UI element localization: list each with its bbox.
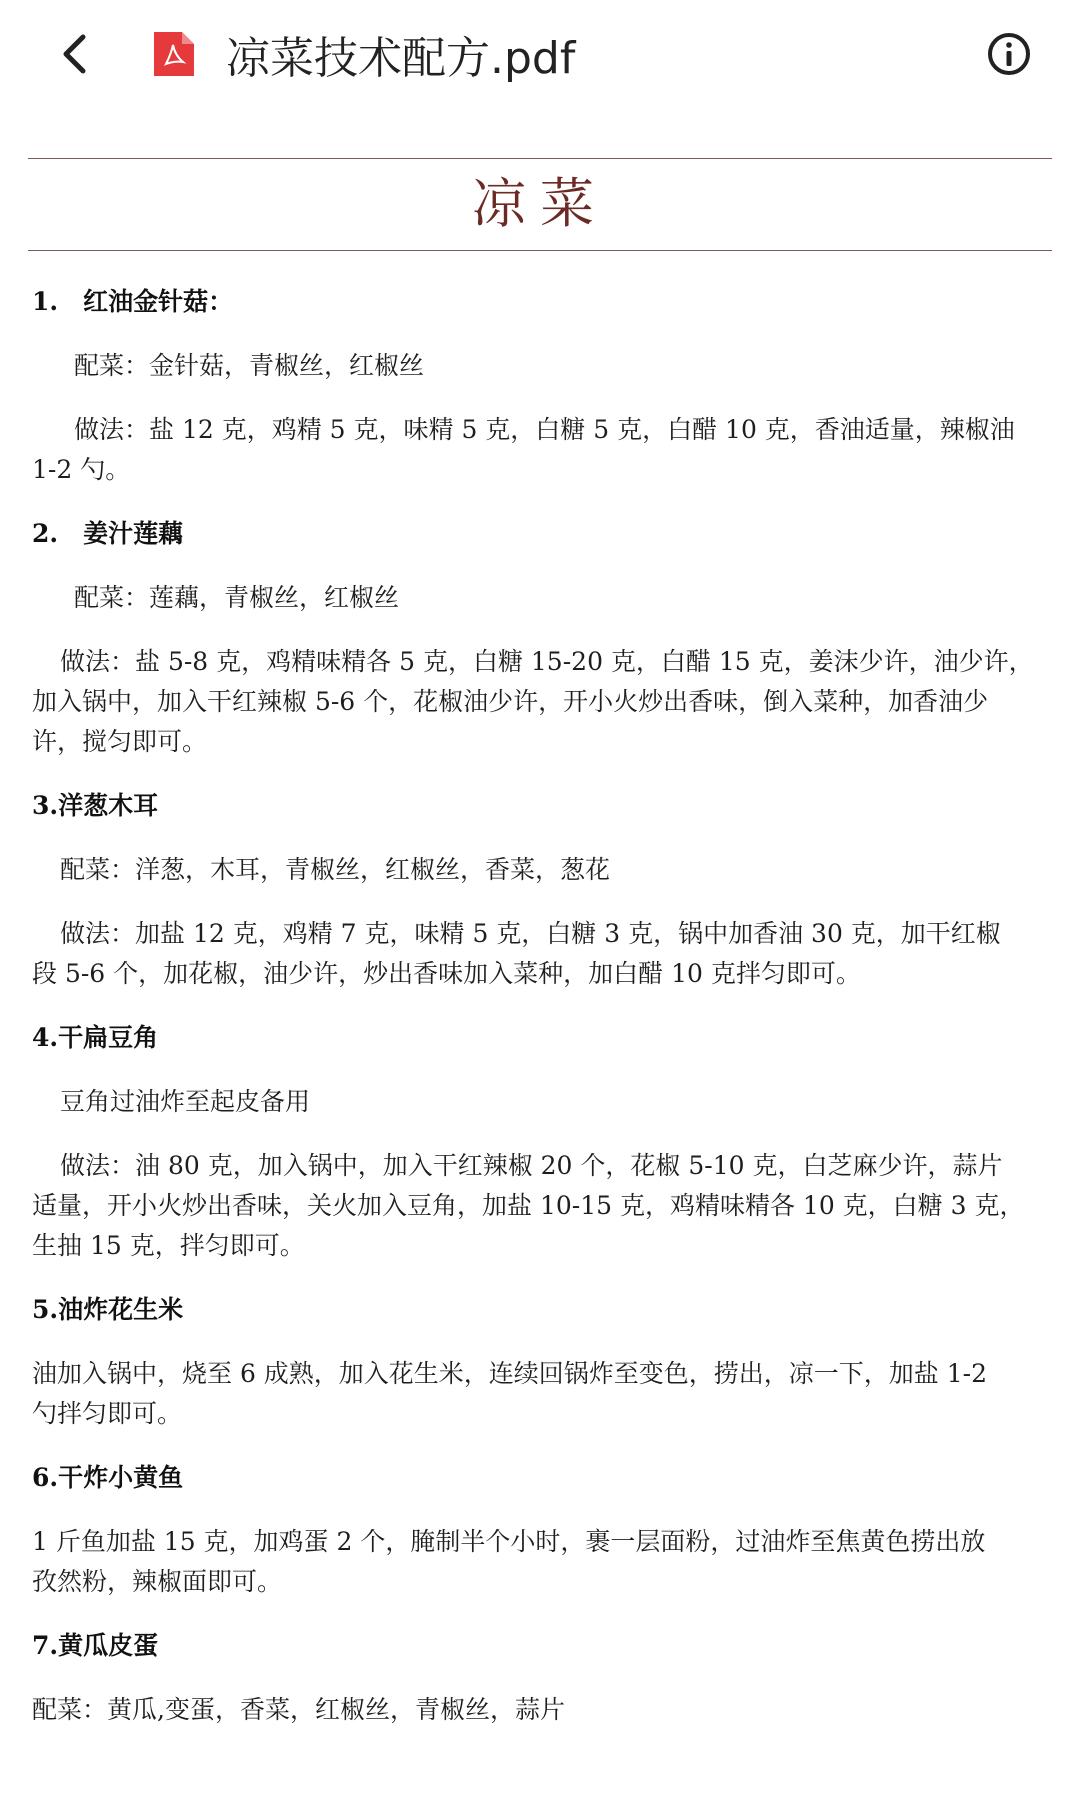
recipe-section	[32, 282, 1052, 490]
recipe-section	[32, 1626, 1052, 1730]
recipe-title: 2. 姜汁莲藕	[32, 519, 184, 548]
recipe-paragraph	[32, 346, 1052, 386]
recipe-paragraph	[32, 1146, 1052, 1266]
recipe-paragraph	[32, 1690, 1052, 1730]
text-line: 适量，开小火炒出香味，关火加入豆角，加盐 10-15 克，鸡精味精各 10 克，白糖 3 克，	[32, 1191, 1025, 1220]
recipe-section	[32, 514, 1052, 762]
recipe-paragraph	[32, 1354, 1052, 1434]
text-line: 配菜：金针菇，青椒丝，红椒丝	[74, 351, 425, 380]
back-button[interactable]	[48, 26, 104, 82]
recipe-title: 5.油炸花生米	[32, 1295, 184, 1324]
info-circle-icon	[985, 30, 1033, 78]
recipe-paragraph	[32, 1082, 1052, 1122]
recipe-title: 7.黄瓜皮蛋	[32, 1631, 159, 1660]
heading-rule-top	[28, 158, 1052, 159]
pdf-file-icon	[152, 30, 196, 78]
info-button[interactable]	[983, 28, 1035, 80]
document-content	[32, 282, 1052, 1754]
text-line: 许，搅匀即可。	[32, 727, 208, 756]
recipe-paragraph	[32, 850, 1052, 890]
top-app-bar	[0, 0, 1080, 110]
recipe-paragraph	[32, 914, 1052, 994]
text-line: 做法：加盐 12 克，鸡精 7 克，味精 5 克，白糖 3 克，锅中加香油 30 克，加干红椒	[60, 919, 1001, 948]
recipe-title: 6.干炸小黄鱼	[32, 1463, 184, 1492]
text-line: 做法：盐 12 克，鸡精 5 克，味精 5 克，白糖 5 克，白醋 10 克，香油适量，辣椒油	[74, 415, 1015, 444]
text-line: 配菜：洋葱，木耳，青椒丝，红椒丝，香菜，葱花	[60, 855, 611, 884]
recipe-section	[32, 1458, 1052, 1602]
recipe-section	[32, 1018, 1052, 1266]
text-line: 1 斤鱼加盐 15 克，加鸡蛋 2 个，腌制半个小时，裹一层面粉，过油炸至焦黄色捞出放	[32, 1527, 986, 1556]
chevron-left-icon	[56, 32, 96, 76]
recipe-title: 1. 红油金针菇：	[32, 287, 234, 316]
recipe-paragraph	[32, 410, 1052, 490]
text-line: 段 5-6 个，加花椒，油少许，炒出香味加入菜种，加白醋 10 克拌匀即可。	[32, 959, 861, 988]
text-line: 加入锅中，加入干红辣椒 5-6 个，花椒油少许，开小火炒出香味，倒入菜种，加香油少	[32, 687, 989, 716]
recipe-title: 3.洋葱木耳	[32, 791, 159, 820]
text-line: 做法：盐 5-8 克，鸡精味精各 5 克，白糖 15-20 克，白醋 15 克，姜沫少许，油少许，	[60, 647, 1034, 676]
text-line: 配菜：莲藕，青椒丝，红椒丝	[74, 583, 400, 612]
text-line: 做法：油 80 克，加入锅中，加入干红辣椒 20 个，花椒 5-10 克，白芝麻少许，蒜片	[60, 1151, 1003, 1180]
text-line: 油加入锅中，烧至 6 成熟，加入花生米，连续回锅炸至变色，捞出，凉一下，加盐 1-2	[32, 1359, 988, 1388]
recipe-section	[32, 1290, 1052, 1434]
file-title: 凉菜技术配方.pdf	[226, 33, 576, 84]
text-line: 1-2 勺。	[32, 455, 131, 484]
recipe-paragraph	[32, 578, 1052, 618]
text-line: 配菜：黄瓜,变蛋，香菜，红椒丝，青椒丝，蒜片	[32, 1695, 565, 1724]
recipe-section	[32, 786, 1052, 994]
recipe-paragraph	[32, 642, 1052, 762]
document-heading: 凉菜	[472, 172, 608, 235]
text-line: 豆角过油炸至起皮备用	[60, 1087, 311, 1116]
text-line: 勺拌匀即可。	[32, 1399, 183, 1428]
text-line: 孜然粉，辣椒面即可。	[32, 1567, 283, 1596]
recipe-title: 4.干扁豆角	[32, 1023, 159, 1052]
recipe-paragraph	[32, 1522, 1052, 1602]
text-line: 生抽 15 克，拌匀即可。	[32, 1231, 305, 1260]
pdf-page[interactable]	[0, 110, 1080, 1796]
heading-rule-bottom	[28, 250, 1052, 251]
